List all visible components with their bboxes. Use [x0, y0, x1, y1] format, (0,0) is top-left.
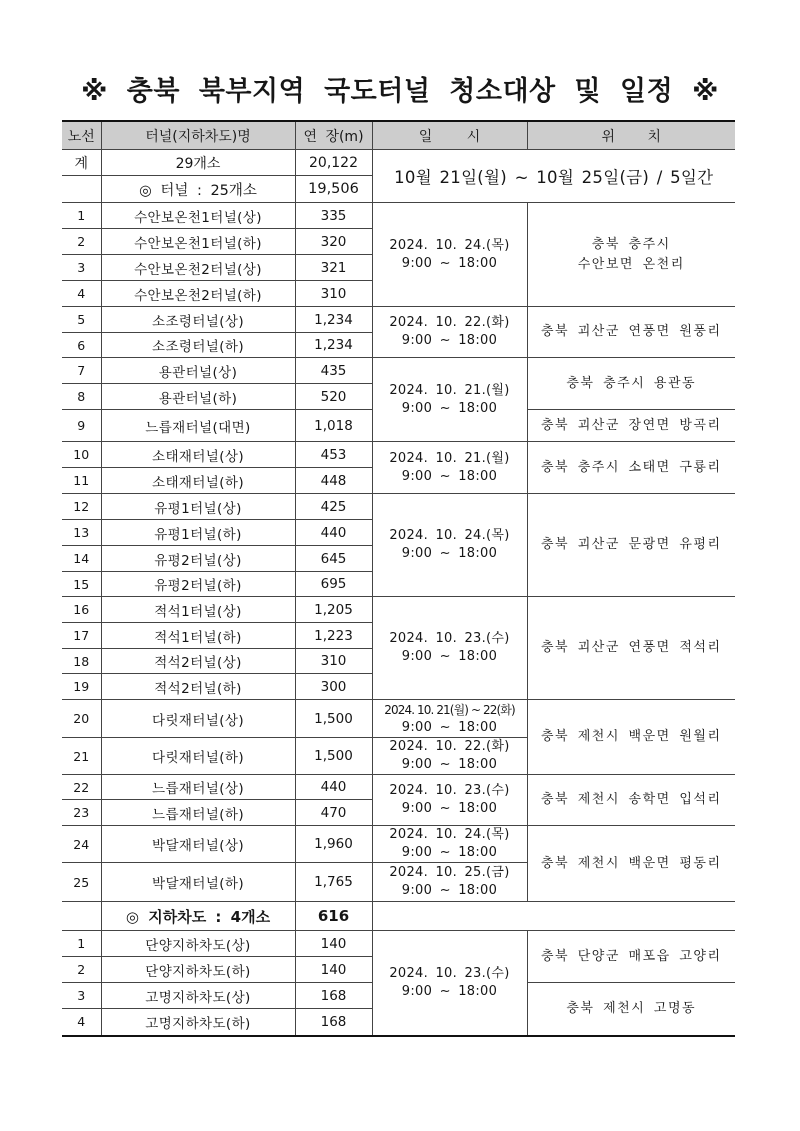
total-count: 29개소	[101, 150, 295, 176]
route-no-cell: 8	[62, 384, 101, 410]
table-row	[62, 307, 735, 333]
schedule-time: 9:00 ~ 18:00	[401, 845, 498, 860]
length-cell: 520	[295, 384, 372, 410]
table-header	[62, 121, 735, 150]
route-no-cell: 9	[62, 410, 101, 442]
length-cell: 320	[295, 229, 372, 255]
length-cell: 1,500	[295, 738, 372, 775]
length-cell: 435	[295, 358, 372, 384]
empty-cell	[62, 902, 101, 931]
total-period: 10월 21일(월) ~ 10월 25일(금) / 5일간	[372, 150, 735, 203]
location-line: 충북 충주시 소태면 구룡리	[540, 459, 722, 475]
schedule-cell	[372, 775, 527, 826]
schedule-cell	[372, 826, 527, 863]
summary-rows	[62, 150, 735, 203]
location-line: 충북 단양군 매포읍 고양리	[540, 948, 722, 964]
facility-name-cell: 소조령터널(하)	[101, 333, 295, 358]
route-no-cell: 13	[62, 520, 101, 546]
location-line: 충북 괴산군 문광면 유평리	[540, 537, 722, 552]
route-no-cell: 4	[62, 281, 101, 307]
schedule-cell	[372, 494, 527, 597]
schedule-cell	[372, 358, 527, 442]
location-cell	[527, 826, 735, 902]
schedule-time: 9:00 ~ 18:00	[401, 719, 498, 735]
table-row	[62, 494, 735, 520]
header-route: 노선	[62, 121, 101, 150]
location-cell	[527, 203, 735, 307]
table-row	[62, 775, 735, 800]
schedule-date: 2024. 10. 24.(목)	[389, 237, 510, 253]
length-cell: 1,205	[295, 597, 372, 623]
location-cell	[527, 983, 735, 1036]
facility-name-cell: 용관터널(상)	[101, 358, 295, 384]
facility-name-cell: 적석2터널(상)	[101, 649, 295, 674]
route-no-cell: 4	[62, 1009, 101, 1036]
facility-name-cell: 소조령터널(상)	[101, 307, 295, 333]
length-cell: 335	[295, 203, 372, 229]
facility-name-cell: 느릅재터널(대면)	[101, 410, 295, 442]
route-no-cell: 24	[62, 826, 101, 863]
underpass-summary-row	[62, 902, 735, 931]
total-row	[62, 150, 735, 176]
total-length: 20,122	[295, 150, 372, 176]
length-cell: 448	[295, 468, 372, 494]
location-cell	[527, 410, 735, 442]
schedule-time: 9:00 ~ 18:00	[401, 649, 498, 664]
facility-name-cell: 소태재터널(하)	[101, 468, 295, 494]
length-cell: 453	[295, 442, 372, 468]
facility-name-cell: 적석1터널(상)	[101, 597, 295, 623]
route-no-cell: 10	[62, 442, 101, 468]
schedule-date: 2024. 10. 25.(금)	[389, 865, 510, 880]
length-cell: 168	[295, 1009, 372, 1036]
table-row	[62, 597, 735, 623]
route-no-cell: 20	[62, 700, 101, 738]
schedule-cell	[372, 597, 527, 700]
facility-name-cell: 단양지하차도(상)	[101, 931, 295, 957]
facility-name-cell: 박달재터널(하)	[101, 863, 295, 902]
length-cell: 310	[295, 649, 372, 674]
facility-name-cell: 고명지하차도(상)	[101, 983, 295, 1009]
length-cell: 140	[295, 931, 372, 957]
schedule-date: 2024. 10. 23.(수)	[389, 631, 510, 646]
schedule-time: 9:00 ~ 18:00	[401, 255, 498, 271]
empty-cell	[372, 902, 735, 931]
location-line: 충북 괴산군 연풍면 적석리	[540, 640, 722, 655]
facility-name-cell: 유평1터널(하)	[101, 520, 295, 546]
facility-name-cell: 느릅재터널(하)	[101, 800, 295, 826]
schedule-time: 9:00 ~ 18:00	[401, 983, 498, 999]
facility-name-cell: 유평2터널(하)	[101, 572, 295, 597]
schedule-time: 9:00 ~ 18:00	[401, 468, 498, 484]
header-location: 위 치	[527, 121, 735, 150]
route-no-cell: 14	[62, 546, 101, 572]
route-no-cell: 15	[62, 572, 101, 597]
table-row	[62, 700, 735, 738]
schedule-cell	[372, 700, 527, 738]
length-cell: 1,960	[295, 826, 372, 863]
facility-name-cell: 용관터널(하)	[101, 384, 295, 410]
route-no-cell: 6	[62, 333, 101, 358]
length-cell: 645	[295, 546, 372, 572]
schedule-table	[62, 120, 735, 1037]
location-cell	[527, 700, 735, 775]
tunnel-summary-label: ◎ 터널 : 25개소	[101, 176, 295, 203]
schedule-date: 2024. 10. 23.(수)	[389, 965, 510, 981]
schedule-cell	[372, 931, 527, 1036]
route-no-cell: 2	[62, 957, 101, 983]
underpass-summary-length: 616	[295, 902, 372, 931]
route-no-cell: 11	[62, 468, 101, 494]
length-cell: 425	[295, 494, 372, 520]
schedule-date: 2024. 10. 24.(목)	[389, 528, 510, 543]
location-line: 충북 괴산군 장연면 방곡리	[540, 417, 722, 433]
route-no-cell: 21	[62, 738, 101, 775]
facility-name-cell: 수안보온천1터널(하)	[101, 229, 295, 255]
length-cell: 1,765	[295, 863, 372, 902]
location-line: 충북 제천시 고명동	[566, 1000, 697, 1016]
schedule-cell	[372, 863, 527, 902]
schedule-date: 2024. 10. 22.(화)	[389, 739, 510, 754]
facility-name-cell: 유평1터널(상)	[101, 494, 295, 520]
route-no-cell: 12	[62, 494, 101, 520]
facility-name-cell: 적석1터널(하)	[101, 623, 295, 649]
tunnel-summary-length: 19,506	[295, 176, 372, 203]
schedule-time: 9:00 ~ 18:00	[401, 546, 498, 561]
location-cell	[527, 494, 735, 597]
facility-name-cell: 고명지하차도(하)	[101, 1009, 295, 1036]
location-cell	[527, 775, 735, 826]
location-cell	[527, 358, 735, 410]
header-length: 연 장(m)	[295, 121, 372, 150]
facility-name-cell: 수안보온천2터널(하)	[101, 281, 295, 307]
route-no-cell: 7	[62, 358, 101, 384]
location-line: 충북 제천시 송학면 입석리	[540, 792, 722, 807]
length-cell: 440	[295, 520, 372, 546]
schedule-date: 2024. 10. 21(월) ~ 22(화)	[384, 702, 515, 717]
length-cell: 300	[295, 674, 372, 700]
schedule-date: 2024. 10. 24.(목)	[389, 827, 510, 842]
location-line: 충북 충주시 용관동	[566, 375, 697, 391]
location-line: 충북 제천시 백운면 원월리	[540, 729, 722, 744]
table-row	[62, 442, 735, 468]
schedule-time: 9:00 ~ 18:00	[401, 801, 498, 816]
schedule-time: 9:00 ~ 18:00	[401, 883, 498, 898]
route-no-cell: 16	[62, 597, 101, 623]
length-cell: 1,223	[295, 623, 372, 649]
location-line: 충북 제천시 백운면 평동리	[540, 855, 722, 871]
schedule-cell	[372, 738, 527, 775]
length-cell: 1,018	[295, 410, 372, 442]
schedule-date: 2024. 10. 21.(월)	[389, 382, 510, 398]
facility-name-cell: 단양지하차도(하)	[101, 957, 295, 983]
length-cell: 321	[295, 255, 372, 281]
length-cell: 695	[295, 572, 372, 597]
schedule-cell	[372, 203, 527, 307]
schedule-cell	[372, 307, 527, 358]
location-line: 충북 충주시	[591, 236, 671, 252]
header-name: 터널(지하차도)명	[101, 121, 295, 150]
schedule-date: 2024. 10. 23.(수)	[389, 783, 510, 798]
schedule-date: 2024. 10. 21.(월)	[389, 450, 510, 466]
document-title: ※ 충북 북부지역 국도터널 청소대상 및 일정 ※	[81, 76, 719, 107]
underpass-summary	[62, 902, 735, 931]
route-no-cell: 23	[62, 800, 101, 826]
facility-name-cell: 소태재터널(상)	[101, 442, 295, 468]
schedule-cell	[372, 442, 527, 494]
facility-name-cell: 다릿재터널(상)	[101, 700, 295, 738]
route-no-cell: 25	[62, 863, 101, 902]
length-cell: 440	[295, 775, 372, 800]
schedule-time: 9:00 ~ 18:00	[401, 757, 498, 772]
route-no-cell: 3	[62, 255, 101, 281]
table-row	[62, 826, 735, 863]
route-no-cell: 2	[62, 229, 101, 255]
schedule-date: 2024. 10. 22.(화)	[389, 315, 510, 330]
underpass-rows	[62, 931, 735, 1036]
route-no-cell: 1	[62, 203, 101, 229]
facility-name-cell: 적석2터널(하)	[101, 674, 295, 700]
length-cell: 1,234	[295, 333, 372, 358]
facility-name-cell: 박달재터널(상)	[101, 826, 295, 863]
underpass-summary-label: ◎ 지하차도 : 4개소	[101, 902, 295, 931]
facility-name-cell: 수안보온천2터널(상)	[101, 255, 295, 281]
location-cell	[527, 442, 735, 494]
header-datetime: 일 시	[372, 121, 527, 150]
route-no-cell: 19	[62, 674, 101, 700]
location-cell	[527, 307, 735, 358]
table-row	[62, 931, 735, 957]
table-row	[62, 358, 735, 384]
facility-name-cell: 유평2터널(상)	[101, 546, 295, 572]
length-cell: 1,500	[295, 700, 372, 738]
length-cell: 1,234	[295, 307, 372, 333]
schedule-time: 9:00 ~ 18:00	[401, 400, 498, 416]
length-cell: 470	[295, 800, 372, 826]
location-cell	[527, 931, 735, 983]
total-label: 계	[62, 150, 101, 176]
route-no-cell: 1	[62, 931, 101, 957]
route-no-cell: 3	[62, 983, 101, 1009]
location-line: 충북 괴산군 연풍면 원풍리	[540, 324, 722, 339]
tunnel-rows	[62, 203, 735, 902]
table-row	[62, 203, 735, 229]
route-no-cell: 17	[62, 623, 101, 649]
header-row	[62, 121, 735, 150]
schedule-time: 9:00 ~ 18:00	[401, 333, 498, 348]
facility-name-cell: 수안보온천1터널(상)	[101, 203, 295, 229]
location-cell	[527, 597, 735, 700]
route-no-cell: 5	[62, 307, 101, 333]
length-cell: 140	[295, 957, 372, 983]
length-cell: 310	[295, 281, 372, 307]
empty-cell	[62, 176, 101, 203]
route-no-cell: 18	[62, 649, 101, 674]
location-line: 수안보면 온천리	[577, 256, 685, 272]
length-cell: 168	[295, 983, 372, 1009]
facility-name-cell: 느릅재터널(상)	[101, 775, 295, 800]
route-no-cell: 22	[62, 775, 101, 800]
facility-name-cell: 다릿재터널(하)	[101, 738, 295, 775]
